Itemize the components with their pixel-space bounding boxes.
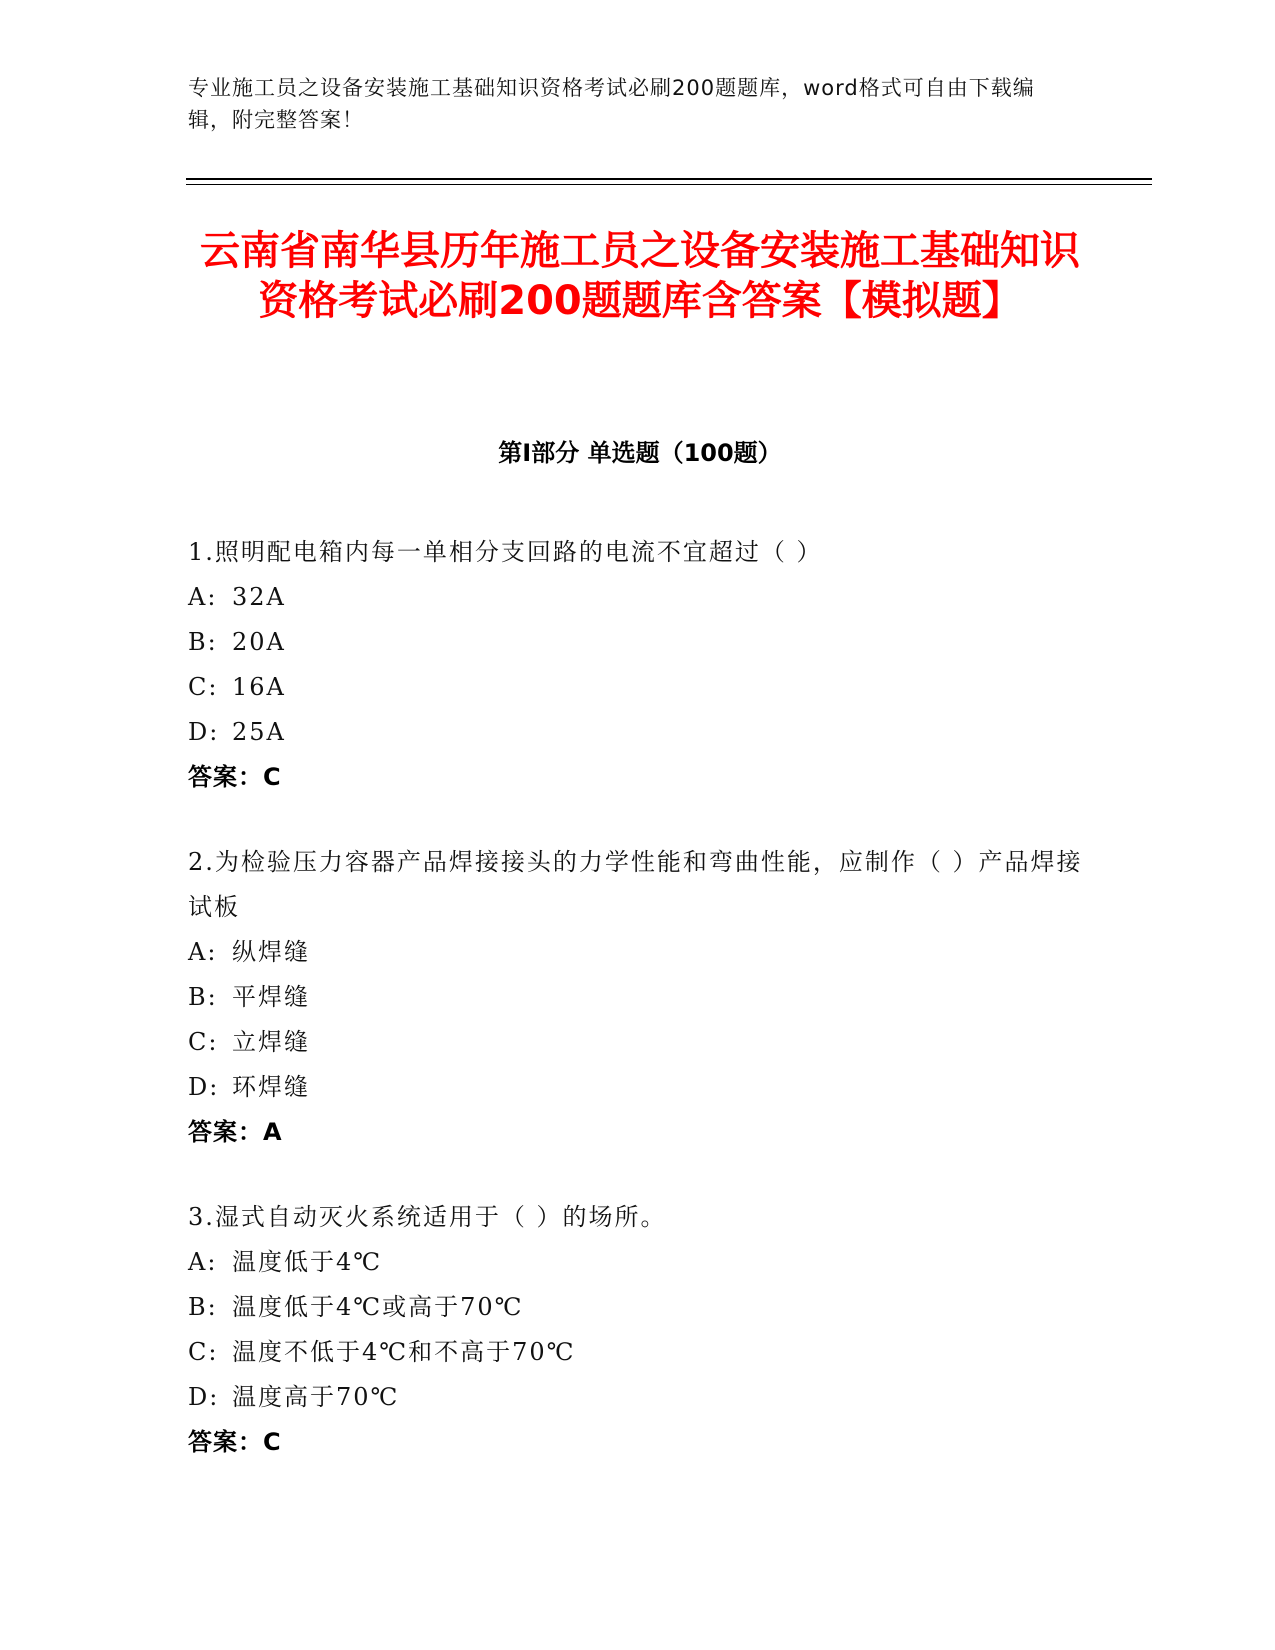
option-d bbox=[188, 1065, 1088, 1110]
option-text: 25A bbox=[232, 718, 286, 746]
option-text: 温度低于4℃或高于70℃ bbox=[232, 1293, 524, 1321]
option-letter: D: bbox=[188, 1073, 220, 1101]
option-b bbox=[188, 975, 1088, 1020]
answer-line bbox=[188, 1420, 1088, 1465]
answer-value: C bbox=[263, 1428, 282, 1456]
option-letter: B: bbox=[188, 628, 218, 656]
option-text: 平焊缝 bbox=[232, 983, 310, 1011]
question-item bbox=[188, 1195, 1088, 1465]
question-list bbox=[188, 530, 1088, 1505]
option-d bbox=[188, 710, 1088, 755]
option-text: 20A bbox=[232, 628, 286, 656]
option-letter: B: bbox=[188, 983, 218, 1011]
option-c bbox=[188, 665, 1088, 710]
header-note: 专业施工员之设备安装施工基础知识资格考试必刷200题题库，word格式可自由下载编辑，附完整答案！ bbox=[188, 76, 1035, 132]
answer-prefix: 答案： bbox=[188, 763, 263, 791]
option-text: 纵焊缝 bbox=[232, 938, 310, 966]
option-text: 32A bbox=[232, 583, 286, 611]
option-letter: A: bbox=[188, 583, 218, 611]
answer-line bbox=[188, 1110, 1088, 1155]
question-stem: 2.为检验压力容器产品焊接接头的力学性能和弯曲性能，应制作（ ）产品焊接试板 bbox=[188, 848, 1083, 921]
option-letter: C: bbox=[188, 1338, 219, 1366]
option-letter: A: bbox=[188, 1248, 218, 1276]
option-letter: A: bbox=[188, 938, 218, 966]
option-a bbox=[188, 575, 1088, 620]
question-stem: 3.湿式自动灭火系统适用于（ ）的场所。 bbox=[188, 1203, 667, 1231]
answer-line bbox=[188, 755, 1088, 800]
option-b bbox=[188, 620, 1088, 665]
answer-value: C bbox=[263, 763, 282, 791]
question-item bbox=[188, 840, 1088, 1155]
option-letter: B: bbox=[188, 1293, 218, 1321]
option-text: 16A bbox=[232, 673, 286, 701]
option-text: 温度不低于4℃和不高于70℃ bbox=[232, 1338, 576, 1366]
question-item bbox=[188, 530, 1088, 800]
option-a bbox=[188, 930, 1088, 975]
option-letter: C: bbox=[188, 673, 219, 701]
option-b bbox=[188, 1285, 1088, 1330]
header-rule-thick bbox=[186, 178, 1152, 180]
option-text: 环焊缝 bbox=[232, 1073, 310, 1101]
answer-prefix: 答案： bbox=[188, 1118, 263, 1146]
option-text: 温度高于70℃ bbox=[232, 1383, 400, 1411]
option-letter: C: bbox=[188, 1028, 219, 1056]
option-letter: D: bbox=[188, 718, 220, 746]
question-stem: 1.照明配电箱内每一单相分支回路的电流不宜超过（ ） bbox=[188, 538, 823, 566]
option-text: 立焊缝 bbox=[232, 1028, 310, 1056]
header-rule-thin bbox=[186, 184, 1152, 185]
option-c bbox=[188, 1330, 1088, 1375]
option-c bbox=[188, 1020, 1088, 1065]
section-heading: 第Ⅰ部分 单选题（100题） bbox=[498, 439, 782, 467]
document-title: 云南省南华县历年施工员之设备安装施工基础知识资格考试必刷200题题库含答案【模拟题】 bbox=[200, 228, 1080, 324]
option-letter: D: bbox=[188, 1383, 220, 1411]
option-a bbox=[188, 1240, 1088, 1285]
answer-prefix: 答案： bbox=[188, 1428, 263, 1456]
option-text: 温度低于4℃ bbox=[232, 1248, 383, 1276]
answer-value: A bbox=[263, 1118, 283, 1146]
option-d bbox=[188, 1375, 1088, 1420]
